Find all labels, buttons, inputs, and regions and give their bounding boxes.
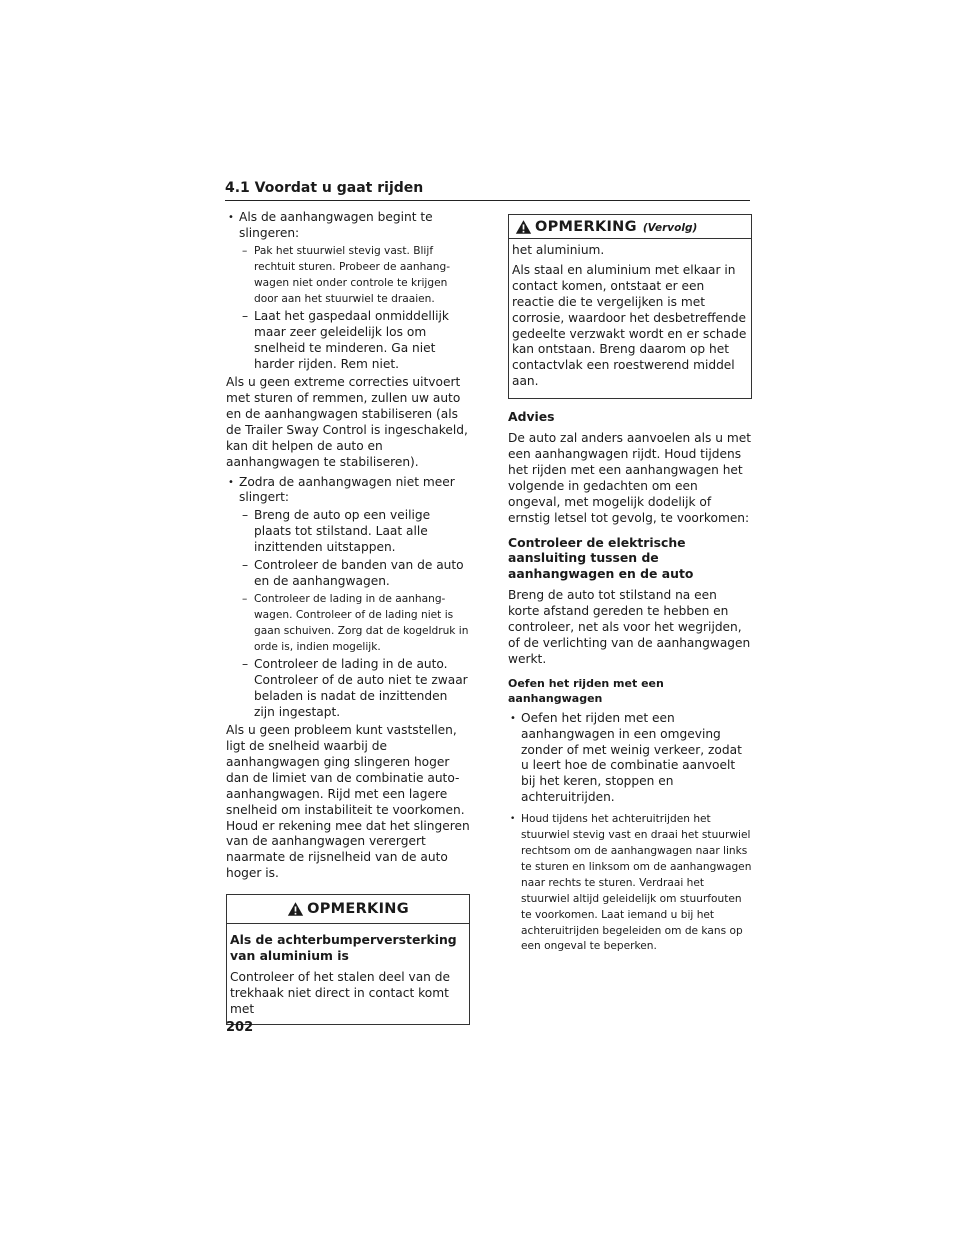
list-item: • Houd tijdens het achteruitrijden het stuurwiel stevig vast en draai het stuurwiel rechtsom om de aanhangwagen naar links te sturen en linksom om de aanhangwagen naar rechts te sturen. Verdraai het stuurwiel altijd geleidelijk om stuurfouten te voorkomen. Laat iemand u bij het achteruitrijden begeleiden om de kans op een ongeval te beperken. (508, 812, 752, 955)
paragraph: Als u geen probleem kunt vaststellen, ligt de snelheid waarbij de aanhangwagen ging slingeren hoger dan de limiet van de combinatie auto-aanhangwagen. Rijd met een lagere snelheid om instabiliteit te voorkomen. Houd er rekening mee dat het slingeren van de aanhangwagen verergert naarmate de rijsnelheid van de auto hoger is. (226, 723, 470, 881)
notice-text: Als staal en aluminium met elkaar in contact komen, ontstaat er een reactie die te vergelijken is met corrosie, waardoor het desbetreffende gedeelte verzwakt wordt en er schade kan ontstaan. Breng daarom op het contactvlak een roestwerend middel aan. (512, 262, 747, 389)
paragraph: Als u geen extreme correcties uitvoert met sturen of remmen, zullen uw auto en de aanhangwagen stabiliseren (als de Trailer Sway Control is ingeschakeld, kan dit helpen de auto en aanhangwagen te stabiliseren). (226, 375, 468, 469)
warning-triangle-icon (287, 901, 304, 917)
notice-heading: Als de achterbumperversterking van aluminium is (230, 932, 457, 964)
notice-text: het aluminium. (512, 243, 605, 257)
notice-body (509, 239, 751, 398)
notice-body (227, 924, 469, 1024)
notice-box (226, 894, 470, 1025)
notice-title: OPMERKING (307, 901, 409, 918)
list-subitem: – Breng de auto op een veilige plaats tot stilstand. Laat alle inzittenden uitstappen. (226, 508, 470, 556)
left-column (226, 210, 470, 1025)
notice-title: OPMERKING (535, 218, 637, 235)
warning-triangle-icon (515, 219, 532, 235)
paragraph: De auto zal anders aanvoelen als u met een aanhangwagen rijdt. Houd tijdens het rijden met een aanhangwagen het volgende in gedachten om een ongeval, met mogelijk dodelijk of ernstig letsel tot gevolg, te voorkomen: (508, 431, 751, 525)
list-subitem: – Controleer de lading in de auto. Controleer of de auto niet te zwaar beladen is nadat de inzittenden zijn ingestapt. (226, 657, 470, 721)
paragraph: Breng de auto tot stilstand na een korte afstand gereden te hebben en controleer, net als voor het wegrijden, of de verlichting van de aanhangwagen werkt. (508, 588, 751, 666)
list-item: • Oefen het rijden met een aanhangwagen in een omgeving zonder of met weinig verkeer, zodat u leert hoe de combinatie aanvoelt bij het keren, stoppen en achteruitrijden. (508, 711, 752, 806)
section-heading-practice: Oefen het rijden met een aanhangwagen (508, 676, 664, 705)
list-subitem: – Controleer de banden van de auto en de aanhangwagen. (226, 558, 470, 590)
page-number: 202 (226, 1020, 254, 1035)
notice-text: Controleer of het stalen deel van de trekhaak niet direct in contact komt met (230, 969, 451, 1016)
section-title: 4.1 Voordat u gaat rijden (225, 180, 424, 196)
list-subitem: – Laat het gaspedaal onmiddellijk maar zeer geleidelijk los om snelheid te minderen. Ga niet harder rijden. Rem niet. (226, 309, 470, 373)
list-subitem: – Controleer de lading in de aanhang-wagen. Controleer of de lading niet is gaan schuiven. Zorg dat de kogeldruk in orde is, indien mogelijk. (226, 592, 470, 656)
list-item: • Als de aanhangwagen begint te slingeren: (226, 210, 470, 242)
notice-box-continued (508, 214, 752, 399)
section-heading-check: Controleer de elektrische aansluiting tussen de aanhangwagen en de auto (508, 534, 694, 582)
right-column (508, 214, 752, 957)
notice-subtitle: (Vervolg) (642, 222, 698, 234)
notice-header (509, 215, 751, 239)
notice-header (227, 895, 469, 924)
section-header (225, 178, 750, 201)
list-item: • Zodra de aanhangwagen niet meer slingert: (226, 475, 470, 507)
list-subitem: – Pak het stuurwiel stevig vast. Blijf rechtuit sturen. Probeer de aanhang-wagen niet onder controle te krijgen door aan het stuurwiel te draaien. (226, 244, 470, 308)
section-heading-advies: Advies (508, 409, 555, 425)
